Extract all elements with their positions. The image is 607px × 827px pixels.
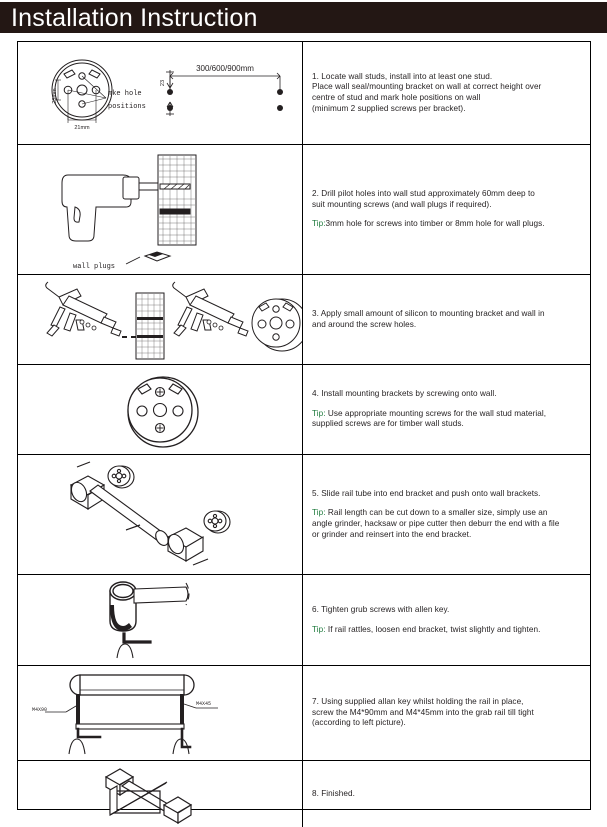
step-3-text-cell — [303, 275, 590, 364]
step-8-line-1: 8. Finished. — [312, 788, 355, 798]
table-row — [18, 145, 590, 275]
tip-text: Rail length can be cut down to a smaller size, simply use an — [325, 508, 548, 518]
tip-text: 3mm hole for screws into timber or 8mm hole for wall plugs. — [325, 219, 545, 229]
step-6-line-1: 6. Tighten grub screws with allen key. — [312, 604, 450, 614]
spacing-label: 300/600/900mm — [196, 64, 254, 73]
page-title: Installation Instruction — [11, 4, 258, 32]
step-5-text — [303, 489, 590, 540]
tip-label: Tip: — [312, 219, 326, 229]
step-4-tip — [312, 409, 582, 420]
step-2-line-2: suit mounting screws (and wall plugs if required). — [312, 199, 492, 209]
step-8-text — [303, 789, 590, 800]
screw-long-label: M4X90 — [32, 707, 48, 713]
tip-label: Tip: — [312, 408, 326, 418]
step-3-line-2: and around the screw holes. — [312, 319, 417, 329]
wall-plugs-label: wall plugs — [73, 263, 116, 271]
mounting-bracket-screwed-figure — [18, 365, 302, 454]
step-3-line-1: 3. Apply small amount of silicon to mounting bracket and wall in — [312, 308, 545, 318]
tip-text: If rail rattles, loosen end bracket, twist slightly and tighten. — [325, 624, 541, 634]
step-2-text — [303, 189, 590, 230]
step-2-text-cell — [303, 145, 590, 274]
callout-line-1: mke hole — [108, 90, 142, 98]
step-1-figure-cell — [18, 42, 303, 144]
step-7-line-1: 7. Using supplied allan key whilst holding the rail in place, — [312, 697, 524, 707]
step-4-tip-line-2: supplied screws are for timber wall studs. — [312, 419, 464, 429]
step-3-text — [303, 309, 590, 330]
step-4-figure-cell — [18, 365, 303, 454]
screw-grab-rail-allen-key-figure — [18, 666, 302, 760]
step-5-tip — [312, 508, 582, 519]
slide-rail-tube-figure — [18, 455, 302, 574]
dim-horizontal-label: 21mm — [74, 125, 90, 131]
finished-grab-rail-figure — [18, 761, 302, 827]
spacing-small-label: 23 — [160, 79, 166, 87]
step-7-text-cell — [303, 666, 590, 760]
table-row — [18, 42, 590, 145]
mounting-bracket-hole-positions-figure — [18, 42, 302, 144]
step-1-text-cell — [303, 42, 590, 144]
table-row — [18, 575, 590, 666]
step-7-line-2: screw the M4*90mm and M4*45mm into the grab rail till tight — [312, 707, 534, 717]
callout-line-2: positions — [108, 103, 146, 111]
tip-label: Tip: — [312, 624, 326, 634]
step-2-tip — [312, 219, 582, 230]
step-4-text-cell — [303, 365, 590, 454]
step-5-tip-line-2: angle grinder, hacksaw or pipe cutter then deburr the end with a file — [312, 519, 560, 528]
dim-vertical-label: 23mm — [52, 88, 58, 104]
step-5-tip-line-3: or grinder and reinsert into the end bracket. — [312, 529, 472, 539]
step-8-text-cell — [303, 761, 590, 827]
step-6-text-cell — [303, 575, 590, 665]
step-3-figure-cell — [18, 275, 303, 364]
step-7-line-3: (according to left picture). — [312, 718, 406, 728]
step-5-text-cell — [303, 455, 590, 574]
tip-label: Tip: — [312, 508, 326, 518]
table-row — [18, 761, 590, 827]
step-1-line-3: centre of stud and mark hole positions on wall — [312, 93, 481, 102]
step-1-line-2: Place wall seal/mounting bracket on wall at correct height over — [312, 82, 542, 92]
step-5-line-1: 5. Slide rail tube into end bracket and push onto wall brackets. — [312, 488, 541, 498]
tighten-grub-screw-allen-key-figure — [18, 575, 302, 665]
table-row — [18, 666, 590, 761]
step-6-tip — [312, 625, 582, 636]
table-row — [18, 275, 590, 365]
steps-table — [17, 41, 591, 810]
step-5-figure-cell — [18, 455, 303, 574]
step-2-line-1: 2. Drill pilot holes into wall stud approximately 60mm deep to — [312, 189, 535, 199]
step-7-figure-cell — [18, 666, 303, 760]
step-8-figure-cell — [18, 761, 303, 827]
title-bar — [0, 2, 607, 33]
table-row — [18, 365, 590, 455]
step-6-text — [303, 605, 590, 635]
apply-silicon-caulking-gun-figure — [18, 275, 302, 364]
step-6-figure-cell — [18, 575, 303, 665]
step-1-line-4: (minimum 2 supplied screws per bracket). — [312, 103, 466, 113]
screw-short-label: M4X45 — [196, 701, 212, 707]
drill-pilot-holes-figure — [18, 145, 302, 274]
step-4-text — [303, 389, 590, 430]
step-4-line-1: 4. Install mounting brackets by screwing onto wall. — [312, 389, 497, 399]
step-7-text — [303, 697, 590, 729]
step-1-text — [303, 72, 590, 114]
table-row — [18, 455, 590, 575]
tip-text: Use appropriate mounting screws for the wall stud material, — [325, 408, 547, 418]
step-1-line-1: 1. Locate wall studs, install into at least one stud. — [312, 71, 493, 81]
step-2-figure-cell — [18, 145, 303, 274]
